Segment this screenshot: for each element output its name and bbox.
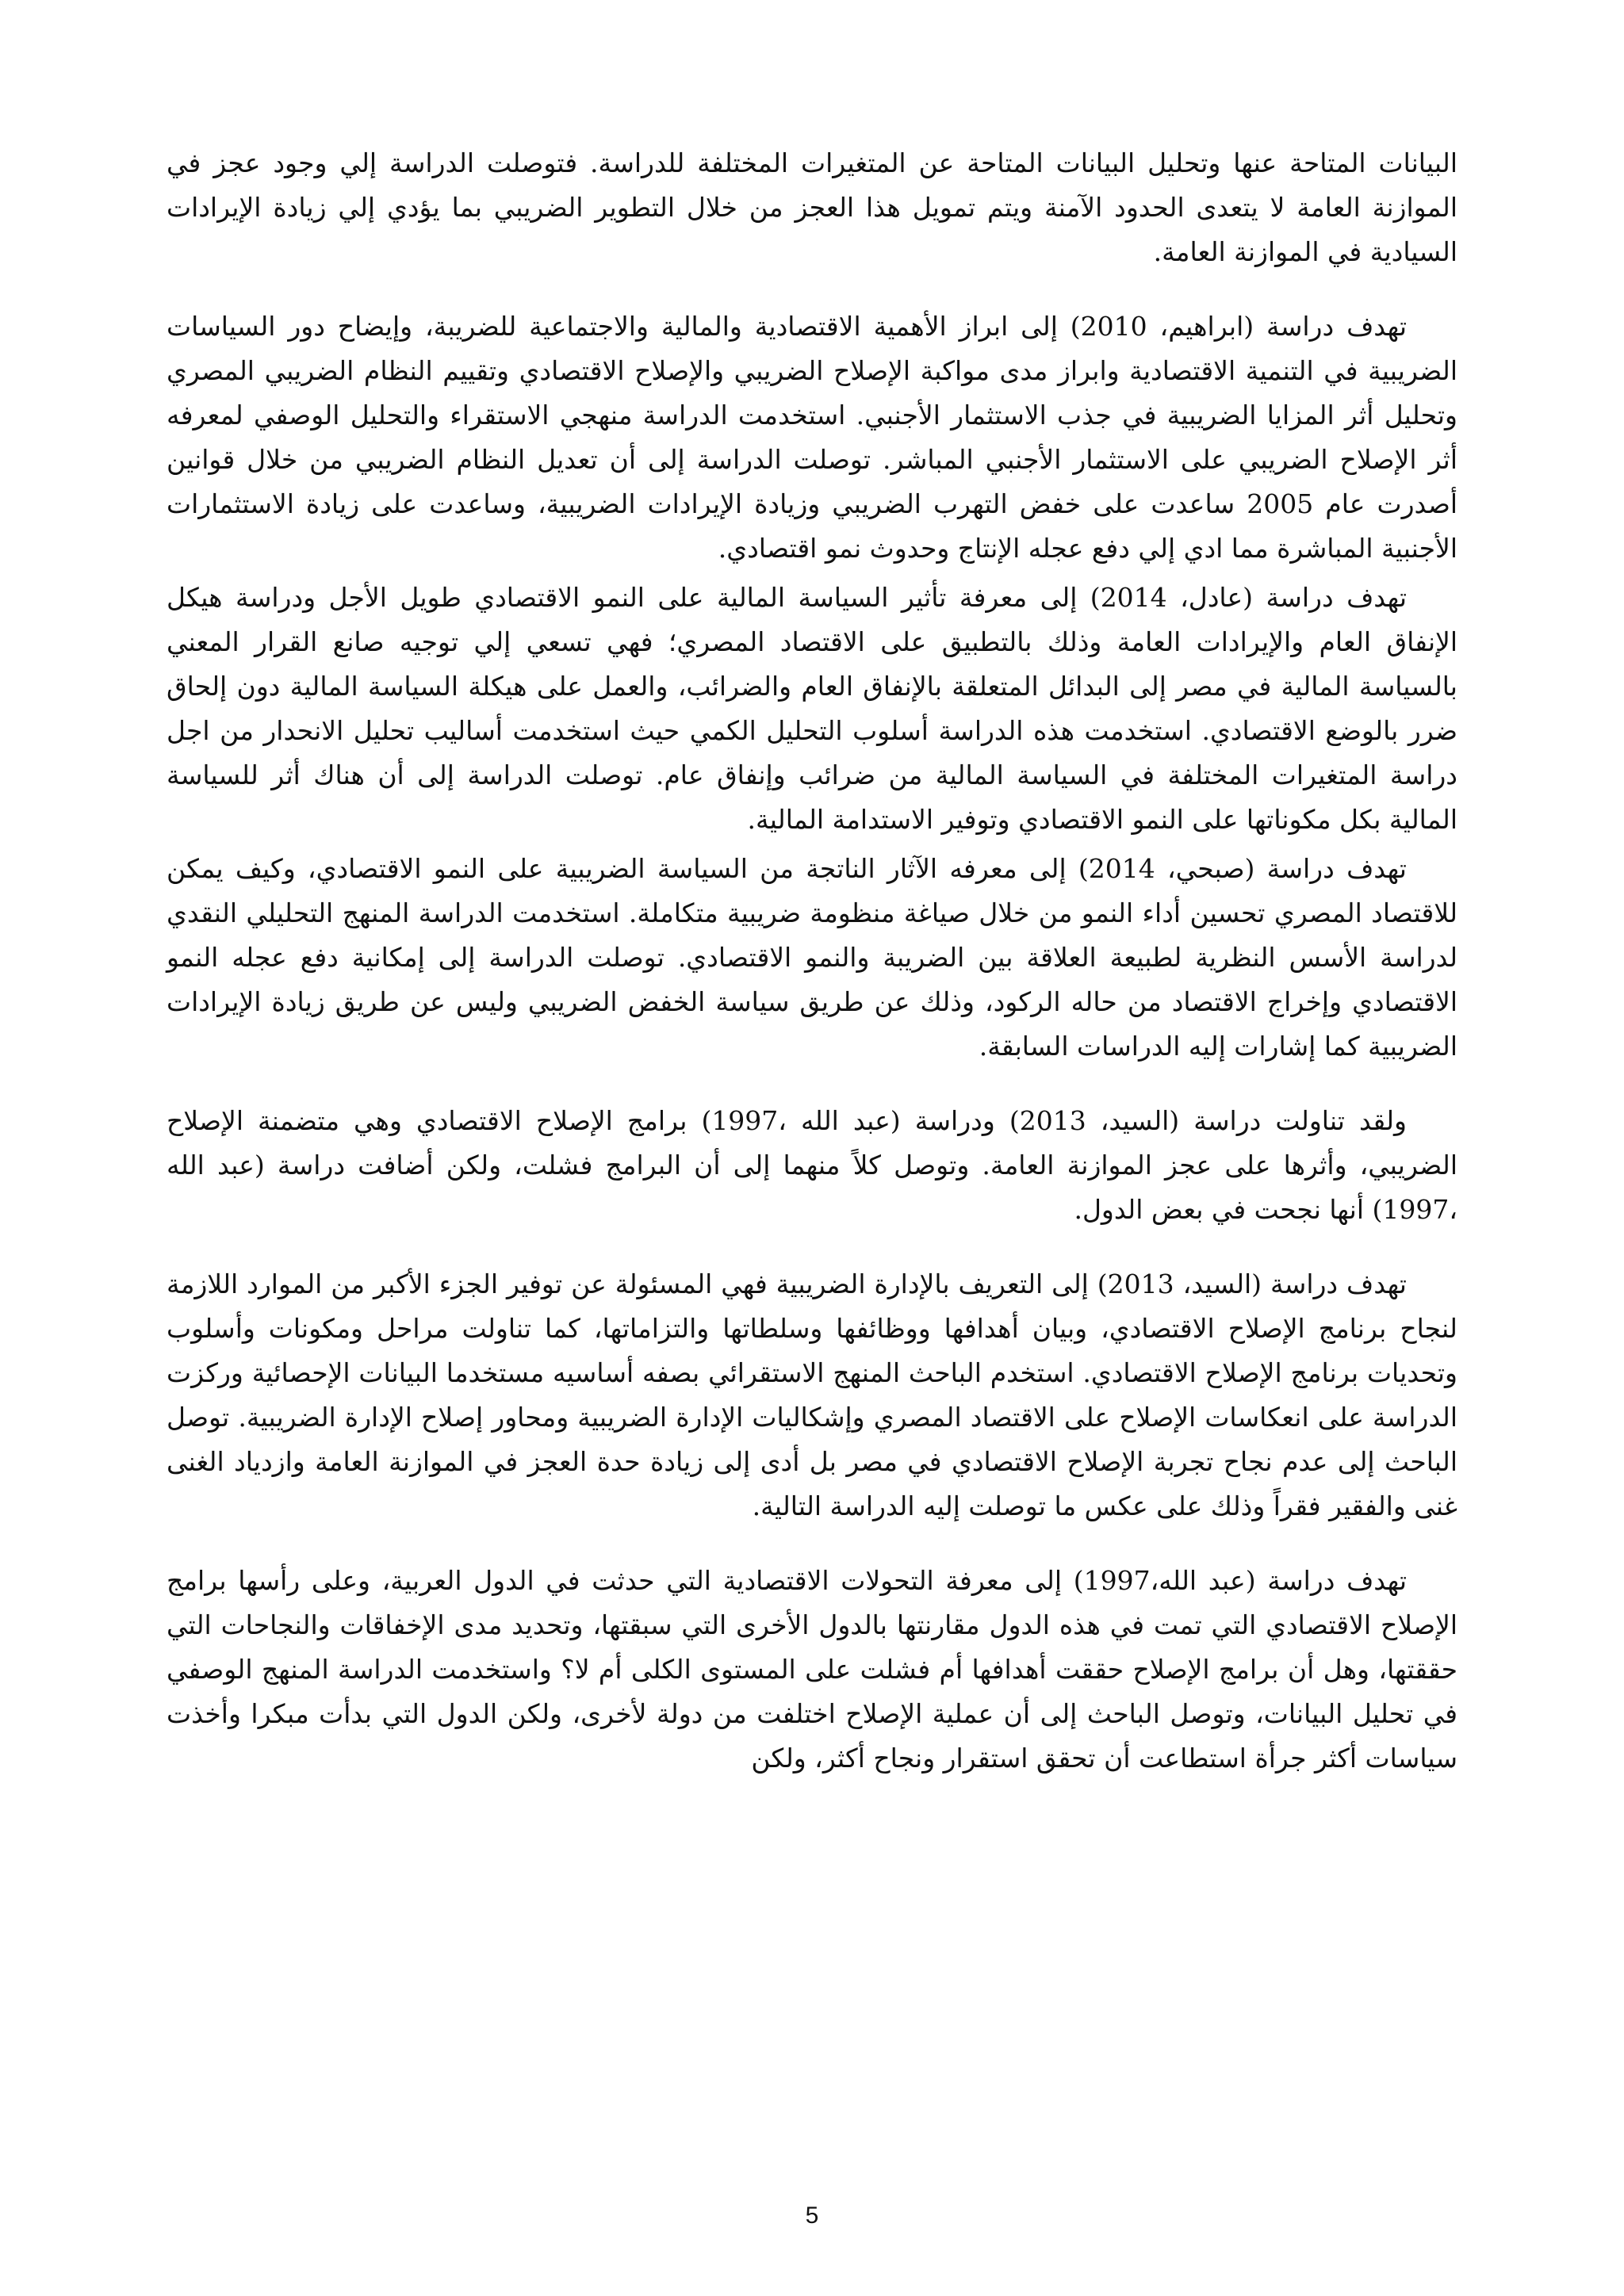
paragraph-abdallah-1997: تهدف دراسة (عبد الله،1997) إلى معرفة التحولات الاقتصادية التي حدثت في الدول العربية، وعلى رأسها برامج الإصلاح الاقتصادي التي تمت في هذه الدول مقارنتها بالدول الأخرى التي سبقتها، وتحديد مدى الإخفاقات والنجاحات التي حققتها، وهل أن برامج الإصلاح حققت أهدافها أم فشلت على المستوى الكلى أم لا؟ واستخدمت الدراسة المنهج الوصفي في تحليل البيانات، وتوصل الباحث إلى أن عملية الإصلاح اختلفت من دولة لأخرى، ولكن الدول التي بدأت مبكرا وأخذت سياسات أكثر جرأة استطاعت أن تحقق استقرار ونجاح أكثر، ولكن <box>167 1565 1457 1774</box>
paragraph-sobhy-2014: تهدف دراسة (صبحي، 2014) إلى معرفه الآثار الناتجة من السياسة الضريبية على النمو الاقتصادي، وكيف يمكن للاقتصاد المصري تحسين أداء النمو من خلال صياغة منظومة ضريبية متكاملة. استخدمت الدراسة المنهج التحليلي النقدي لدراسة الأسس النظرية لطبيعة العلاقة بين الضريبة والنمو الاقتصادي. توصلت الدراسة إلى إمكانية دفع عجله النمو الاقتصادي وإخراج الاقتصاد من حاله الركود، وذلك عن طريق سياسة الخفض الضريبي وليس عن طريق زيادة الإيرادات الضريبية كما إشارات إليه الدراسات السابقة. <box>167 853 1457 1062</box>
paragraph-ibrahim-2010: تهدف دراسة (ابراهيم، 2010) إلى ابراز الأهمية الاقتصادية والمالية والاجتماعية للضريبة، وإيضاح دور السياسات الضريبية في التنمية الاقتصادية وابراز مدى مواكبة الإصلاح الضريبي والإصلاح الاقتصادي وتقييم النظام الضريبي المصري وتحليل أثر المزايا الضريبية في جذب الاستثمار الأجنبي. استخدمت الدراسة منهجي الاستقراء والتحليل الوصفي لمعرفه أثر الإصلاح الضريبي على الاستثمار الأجنبي المباشر. توصلت الدراسة إلى أن تعديل النظام الضريبي من خلال قوانين أصدرت عام 2005 ساعدت على خفض التهرب الضريبي وزيادة الإيرادات الضريبية، وساعدت على زيادة الاستثمارات الأجنبية المباشرة مما ادي إلي دفع عجله الإنتاج وحدوث نمو اقتصادي. <box>167 311 1458 564</box>
paragraph-adel-2014: تهدف دراسة (عادل، 2014) إلى معرفة تأثير السياسة المالية على النمو الاقتصادي طويل الأجل ودراسة هيكل الإنفاق العام والإيرادات العامة وذلك بالتطبيق على الاقتصاد المصري؛ فهي تسعي إلي توجيه صانع القرار المعني بالسياسة المالية في مصر إلى البدائل المتعلقة بالإنفاق العام والضرائب، والعمل على هيكلة السياسة المالية دون إلحاق ضرر بالوضع الاقتصادي. استخدمت هذه الدراسة أسلوب التحليل الكمي حيث استخدمت أساليب تحليل الانحدار من اجل دراسة المتغيرات المختلفة في السياسة المالية من ضرائب وإنفاق عام. توصلت الدراسة إلى أن هناك أثر للسياسة المالية بكل مكوناتها على النمو الاقتصادي وتوفير الاستدامة المالية. <box>167 582 1457 835</box>
paragraph-continuation: البيانات المتاحة عنها وتحليل البيانات المتاحة عن المتغيرات المختلفة للدراسة. فتوصلت الدراسة إلي وجود عجز في الموازنة العامة لا يتعدى الحدود الآمنة ويتم تمويل هذا العجز من خلال التطوير الضريبي بما يؤدي إلي زيادة الإيرادات السيادية في الموازنة العامة. <box>167 147 1457 267</box>
paragraph-sayed-2013: تهدف دراسة (السيد، 2013) إلى التعريف بالإدارة الضريبية فهي المسئولة عن توفير الجزء الأكبر من الموارد اللازمة لنجاح برنامج الإصلاح الاقتصادي، وبيان أهدافها ووظائفها وسلطاتها والتزاماتها، كما تناولت مراحل ومكونات وأسلوب وتحديات برنامج الإصلاح الاقتصادي. استخدم الباحث المنهج الاستقرائي بصفه أساسيه مستخدما البيانات الإحصائية وركزت الدراسة على انعكاسات الإصلاح على الاقتصاد المصري وإشكاليات الإدارة الضريبية ومحاور إصلاح الإدارة الضريبية. توصل الباحث إلى عدم نجاح تجربة الإصلاح الاقتصادي في مصر بل أدى إلى زيادة حدة العجز في الموازنة العامة وازدياد الغنى غنى والفقير فقراً وذلك على عكس ما توصلت إليه الدراسة التالية. <box>167 1269 1457 1521</box>
paragraph-summary-sayed-abdallah: ولقد تناولت دراسة (السيد، 2013) ودراسة (عبد الله ،1997) برامج الإصلاح الاقتصادي وهي متضمنة الإصلاح الضريبي، وأثرها على عجز الموازنة العامة. وتوصل كلاً منهما إلى أن البرامج فشلت، ولكن أضافت دراسة (عبد الله ،1997) أنها نجحت في بعض الدول. <box>167 1105 1457 1225</box>
document-page <box>167 141 1457 2107</box>
page-number: 5 <box>805 2202 819 2229</box>
